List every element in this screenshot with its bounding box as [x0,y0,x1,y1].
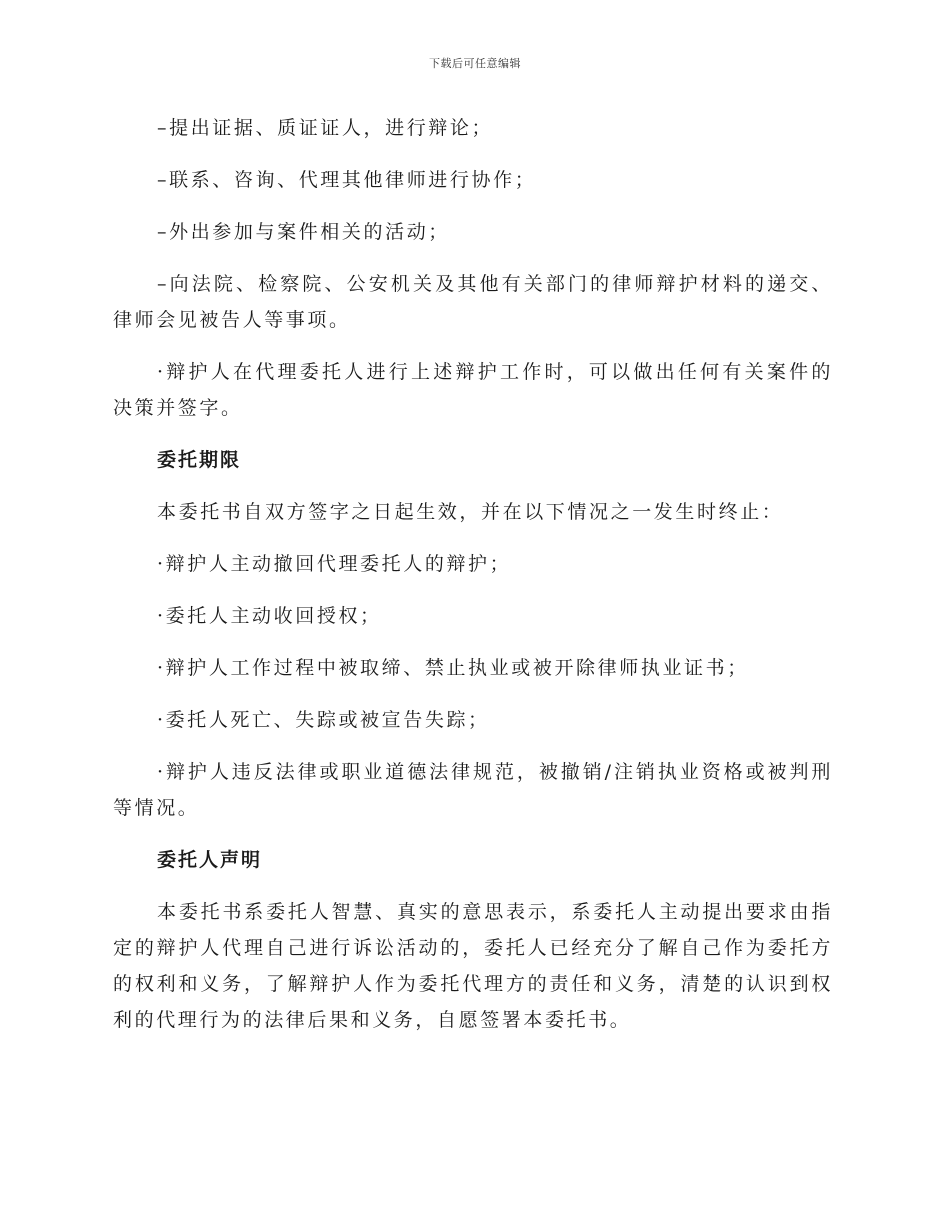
declaration-text: 本委托书系委托人智慧、真实的意思表示，系委托人主动提出要求由指定的辩护人代理自己进行诉讼活动的，委托人已经充分了解自己作为委托方的权利和义务，了解辩护人作为委托代理方的责任和义务，清楚的认识到权利的代理行为的法律后果和义务，自愿签署本委托书。 [113,901,833,1031]
list-item-contact-lawyers: –联系、咨询、代理其他律师进行协作； [157,169,537,191]
list-item-outside-activities: –外出参加与案件相关的活动； [157,221,450,243]
bullet-defender-withdraws: ·辩护人主动撤回代理委托人的辩护； [157,553,512,575]
section-heading-term: 委托期限 [157,449,242,471]
section-heading-declaration: 委托人声明 [157,849,263,871]
bullet-client-revokes: ·委托人主动收回授权； [157,605,382,627]
document-body [113,110,833,1054]
page-header: 下载后可任意编辑 [429,57,521,70]
list-item-submit-materials: –向法院、检察院、公安机关及其他有关部门的律师辩护材料的递交、律师会见被告人等事项。 [113,273,833,331]
bullet-defender-violation: ·辩护人违反法律或职业道德法律规范，被撤销/注销执业资格或被判刑等情况。 [113,761,833,819]
list-item-present-evidence: –提出证据、质证证人，进行辩论； [157,117,494,139]
bullet-client-death: ·委托人死亡、失踪或被宣告失踪； [157,709,490,731]
bullet-decision-authority: ·辩护人在代理委托人进行上述辩护工作时，可以做出任何有关案件的决策并签字。 [113,361,833,419]
bullet-license-revoked: ·辩护人工作过程中被取缔、禁止执业或被开除律师执业证书； [157,657,749,679]
term-intro: 本委托书自双方签字之日起生效，并在以下情况之一发生时终止： [157,501,784,523]
